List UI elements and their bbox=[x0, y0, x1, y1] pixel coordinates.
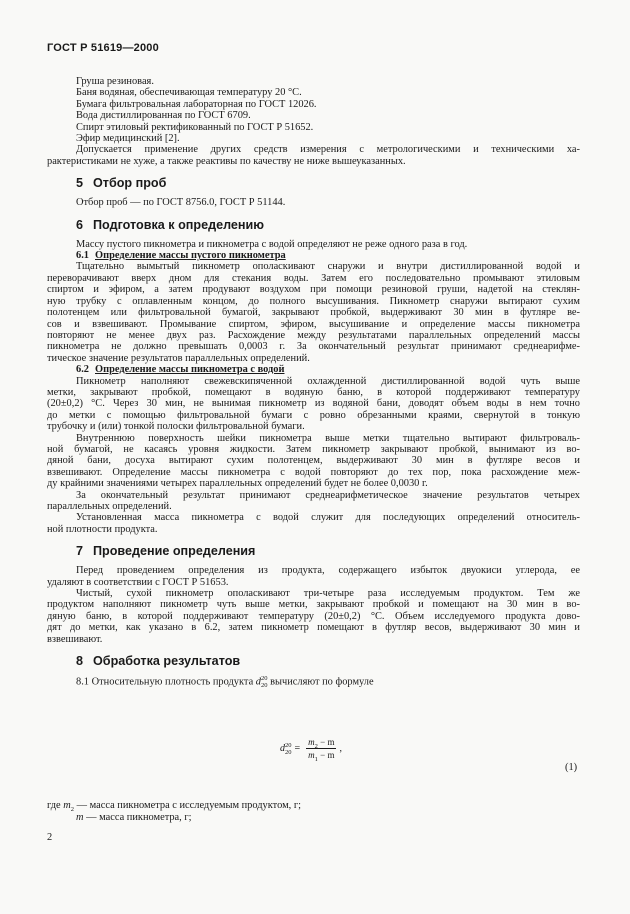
density-formula: d 20 20 = $\frac{m_2 - m}{m_1 - m}$ , bbox=[280, 737, 342, 763]
section-6-heading: 6 Подготовка к определению bbox=[76, 217, 265, 232]
equipment-item: Баня водяная, обеспечивающая температуру 20 °С. bbox=[76, 87, 302, 99]
equipment-item: Бумага фильтровальная лабораторная по ГОСТ 12026. bbox=[76, 98, 317, 110]
subsection-6-2-heading: 6.2 Определение массы пикнометра с водой bbox=[76, 364, 285, 376]
equals-sign: = bbox=[294, 743, 301, 754]
subsection-6-2-paragraph: За окончательный результат принимают среднеарифметическое значение результатов четырех параллельных определений. bbox=[47, 489, 580, 512]
document-header: ГОСТ Р 51619—2000 bbox=[47, 42, 159, 54]
document-body bbox=[47, 76, 580, 689]
section-7-heading: 7 Проведение определения bbox=[76, 544, 256, 559]
section-8-heading: 8 Обработка результатов bbox=[76, 654, 241, 669]
equipment-item: Груша резиновая. bbox=[76, 76, 154, 87]
formula-fraction bbox=[306, 737, 336, 763]
section-5-heading: 5 Отбор проб bbox=[76, 176, 167, 191]
subsection-6-2-paragraph: Установленная масса пикнометра с водой служит для последующих определений относитель- ной плотности продукта. bbox=[47, 512, 580, 535]
equipment-item: Вода дистиллированная по ГОСТ 6709. bbox=[76, 110, 251, 122]
equipment-item: Эфир медицинский [2]. bbox=[76, 133, 180, 145]
equipment-item: Спирт этиловый ректификованный по ГОСТ Р 51652. bbox=[76, 121, 314, 133]
section-6-intro: Массу пустого пикнометра и пикнометра с водой определяют не реже одного раза в год. bbox=[76, 238, 468, 250]
section-7-paragraph: Перед проведением определения из продукта, содержащего избыток двуокиси углерода, ее удаляют в соответствии с ГОСТ Р 51653. bbox=[47, 565, 580, 588]
section-5-text: Отбор проб — по ГОСТ 8756.0, ГОСТ Р 51144. bbox=[76, 197, 286, 209]
formula-denominator: $m_1 - m$ bbox=[308, 750, 335, 763]
subsection-6-2-paragraph: Внутреннюю поверхность шейки пикнометра выше метки тщательно вытирают фильтроваль- ной бумагой, не касаясь уровня жидкости. Затем пикнометр закрывают пробкой, вынимают из во- дяной бани, досуха вытирают сухим полотенцем, выдерживают 30 мин в футляре весов и взвешивают. Определение массы пикнометра с водой повторяют до тех пор, пока расхождение меж- ду крайними значениями четырех параллельных определений будет не более 0,0030 г. bbox=[47, 432, 580, 490]
subsection-6-1-heading: 6.1 Определение массы пустого пикнометра bbox=[76, 250, 286, 262]
formula-numerator: $m_2 - m$ bbox=[308, 737, 335, 750]
allowance-paragraph: Допускается применение других средств измерения с метрологическими и техническими ха- рактеристиками не хуже, а также реактивы по качеству не ниже вышеуказанных. bbox=[47, 144, 580, 167]
equipment-list bbox=[47, 76, 580, 144]
clause-8-1-text: 8.1 Относительную плотность продукта d 20 20 вычисляют по формуле bbox=[76, 675, 374, 690]
equation-number: (1) bbox=[565, 762, 578, 773]
subsection-6-2-paragraph: Пикнометр наполняют свежевскипяченной охлажденной дистиллированной водой чуть выше метки, закрывают пробкой, помещают в водяную баню, в которой поддерживают температуру (20±0,2) °С. Через 30 мин, не вынимая пикнометр из водяной бани, доводят объем воды в нем точно до метки с помощью фильтровальной бумаги с ровно обрезанными краями, свернутой в тонкую трубочку и (или) тонкой полоски фильтровальной бумаги. bbox=[47, 375, 580, 433]
formula-legend: где $m_2$ — масса пикнометра с исследуемым продуктом, г; m — масса пикнометра, г; bbox=[47, 800, 301, 823]
page-number: 2 bbox=[47, 832, 53, 843]
subsection-6-1-paragraph: Тщательно вымытый пикнометр ополаскивают снаружи и внутри дистиллированной водой и переворачивают вверх дном для стекания воды. Затем его последовательно промывают этиловым спиртом и эфиром, а затем продувают воздухом при помощи резиновой груши, надетой на стеклян- ную трубку с оплавленным концом, до полного высушивания. Пикнометр снаружи вытирают сухим полотенцем или фильтровальной бумагой, закрывают пробкой, выдерживают 30 мин в футляре ве- сов и взвешивают. Промывание спиртом, эфиром, высушивание и определение массы пикнометра повторяют не менее двух раз. Расхождение между результатами параллельных определений массы пикнометра не должно превышать 0,0003 г. За окончательный результат принимают среднеарифме- тическое значение результатов параллельных определений. bbox=[47, 261, 580, 364]
section-7-paragraph: Чистый, сухой пикнометр ополаскивают три-четыре раза исследуемым продуктом. Тем же продуктом наполняют пикнометр чуть выше метки, закрывают пробкой и помещают на 30 мин в во- дяную баню, в которой поддерживают температуру (20±0,2) °С. Объем исследуемого продукта дово- дят до метки, как указано в 6.2, затем пикнометр помещают в футляр весов, выдерживают 30 мин и взвешивают. bbox=[47, 588, 580, 645]
